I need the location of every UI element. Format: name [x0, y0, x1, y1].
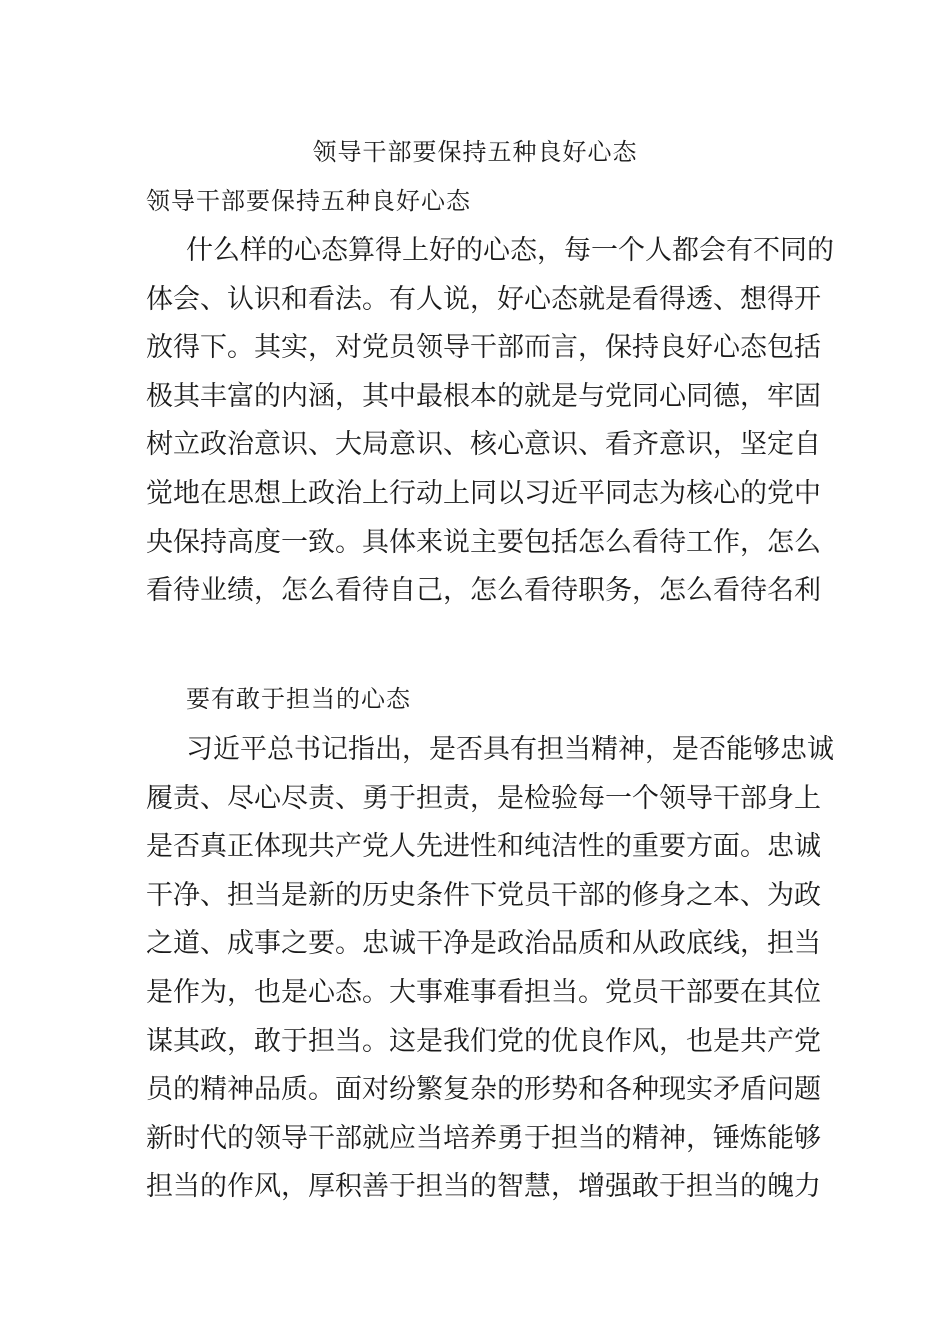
document-subtitle: 领导干部要保持五种良好心态	[146, 187, 471, 215]
paragraph-line: 体会、认识和看法。有人说，好心态就是看得透、想得开	[146, 283, 821, 315]
paragraph-line: 是作为，也是心态。大事难事看担当。党员干部要在其位	[146, 976, 821, 1008]
document-title: 领导干部要保持五种良好心态	[312, 138, 638, 166]
section-heading: 要有敢于担当的心态	[186, 685, 411, 713]
paragraph-line: 干净、担当是新的历史条件下党员干部的修身之本、为政	[146, 879, 821, 911]
paragraph-line: 树立政治意识、大局意识、核心意识、看齐意识，坚定自	[146, 429, 821, 461]
paragraph-line: 觉地在思想上政治上行动上同以习近平同志为核心的党中	[146, 477, 821, 509]
paragraph-line: 担当的作风，厚积善于担当的智慧，增强敢于担当的魄力	[146, 1171, 821, 1203]
paragraph-line: 谋其政，敢于担当。这是我们党的优良作风，也是共产党	[146, 1025, 821, 1057]
paragraph-line: 央保持高度一致。具体来说主要包括怎么看待工作，怎么	[146, 526, 821, 558]
paragraph-line: 是否真正体现共产党人先进性和纯洁性的重要方面。忠诚	[146, 831, 821, 863]
paragraph-line: 习近平总书记指出，是否具有担当精神，是否能够忠诚	[186, 734, 834, 765]
paragraph-line: 极其丰富的内涵，其中最根本的就是与党同心同德，牢固	[146, 380, 821, 412]
paragraph-line: 新时代的领导干部就应当培养勇于担当的精神，锤炼能够	[146, 1122, 821, 1154]
paragraph-line: 之道、成事之要。忠诚干净是政治品质和从政底线，担当	[146, 928, 821, 960]
paragraph-intro	[146, 227, 834, 616]
paragraph-responsibility	[146, 726, 834, 1212]
paragraph-line: 什么样的心态算得上好的心态，每一个人都会有不同的	[186, 235, 834, 266]
paragraph-line: 履责、尽心尽责、勇于担责，是检验每一个领导干部身上	[146, 782, 821, 814]
paragraph-line: 员的精神品质。面对纷繁复杂的形势和各种现实矛盾问题	[146, 1074, 821, 1106]
paragraph-line: 看待业绩，怎么看待自己，怎么看待职务，怎么看待名利	[146, 575, 821, 607]
paragraph-line: 放得下。其实，对党员领导干部而言，保持良好心态包括	[146, 332, 821, 364]
